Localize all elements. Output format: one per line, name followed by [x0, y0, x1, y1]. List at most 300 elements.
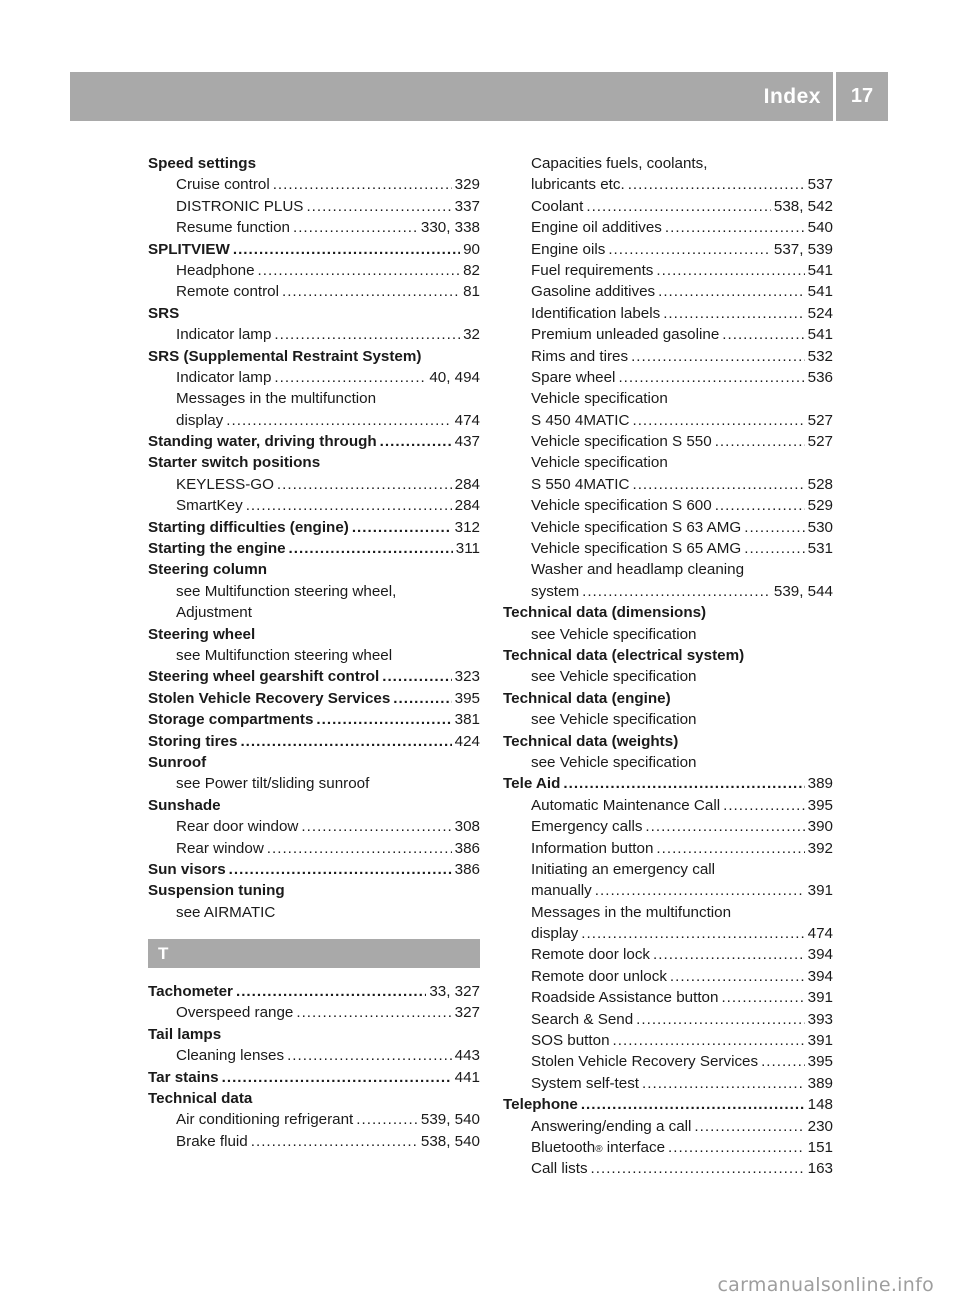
page-reference: 40, 494	[429, 368, 480, 386]
entry-label: Brake fluid	[176, 1132, 248, 1150]
leader-dots	[586, 196, 771, 217]
entry-label: Vehicle specification S 600	[531, 497, 712, 515]
page-reference: 390	[807, 818, 833, 836]
entry-label: Cleaning lenses	[176, 1047, 285, 1065]
page-reference: 284	[454, 475, 480, 493]
entry-label: Tele Aid	[503, 775, 561, 793]
entry-label: Steering column	[148, 561, 267, 579]
entry-label: Standing water, driving through	[148, 433, 377, 451]
leader-dots	[656, 260, 804, 281]
entry-label: Remote control	[176, 283, 279, 301]
entry-label: Gasoline additives	[531, 283, 656, 301]
leader-dots	[668, 1137, 805, 1158]
index-entry	[148, 624, 480, 645]
index-entry	[148, 346, 480, 367]
leader-dots	[721, 987, 804, 1008]
index-subentry	[148, 902, 480, 923]
page-reference: 389	[807, 775, 833, 793]
entry-label: SRS	[148, 304, 180, 322]
page-reference: 393	[807, 1010, 833, 1028]
leader-dots	[722, 324, 804, 345]
entry-label: SOS button	[531, 1032, 610, 1050]
page-reference: 311	[455, 540, 480, 558]
leader-dots	[274, 324, 460, 345]
page-reference: 391	[807, 989, 833, 1007]
index-subentry	[148, 1045, 480, 1066]
page-reference: 395	[807, 1053, 833, 1071]
page-reference: 391	[807, 1032, 833, 1050]
entry-label: Indicator lamp	[176, 326, 272, 344]
leader-dots	[293, 217, 418, 238]
index-subentry	[148, 816, 480, 837]
entry-label: S 450 4MATIC	[531, 411, 630, 429]
entry-label: Technical data (weights)	[503, 732, 679, 750]
entry-label: Identification labels	[531, 304, 661, 322]
entry-label: Technical data	[148, 1090, 253, 1108]
entry-label: Coolant	[531, 197, 584, 215]
page-reference: 284	[454, 497, 480, 515]
leader-dots	[233, 239, 460, 260]
index-entry	[503, 602, 833, 623]
watermark: carmanualsonline.info	[717, 1274, 934, 1296]
entry-label: Rims and tires	[531, 347, 629, 365]
page-reference: 90	[463, 240, 480, 258]
page-reference: 437	[454, 433, 480, 451]
entry-label: Engine oils	[531, 240, 606, 258]
page-reference: 394	[807, 946, 833, 964]
leader-dots	[382, 666, 451, 687]
leader-dots	[222, 1067, 452, 1088]
entry-label: Tar stains	[148, 1068, 219, 1086]
entry-label: Cruise control	[176, 176, 270, 194]
entry-label: Vehicle specification S 550	[531, 433, 712, 451]
index-entry	[148, 303, 480, 324]
index-entry	[148, 431, 480, 452]
index-subentry	[503, 495, 833, 516]
entry-label: Starting the engine	[148, 540, 286, 558]
leader-dots	[658, 281, 805, 302]
entry-label: Starter switch positions	[148, 454, 321, 472]
page-reference: 474	[454, 411, 480, 429]
index-subentry	[148, 838, 480, 859]
page-reference: 230	[807, 1117, 833, 1135]
index-entry	[148, 452, 480, 473]
index-subentry	[503, 1116, 833, 1137]
leader-dots	[715, 431, 805, 452]
leader-dots	[306, 196, 451, 217]
header-title: Index	[763, 84, 821, 108]
entry-label: see Vehicle specification	[531, 753, 697, 771]
index-subentry	[503, 795, 833, 816]
entry-label: display	[176, 411, 224, 429]
page-header	[70, 72, 888, 121]
index-subentry	[503, 624, 833, 645]
index-column-left	[148, 153, 480, 1152]
leader-dots	[631, 346, 805, 367]
leader-dots	[642, 1073, 805, 1094]
entry-label: see Vehicle specification	[531, 625, 697, 643]
index-subentry	[503, 474, 833, 495]
index-subentry	[503, 174, 833, 195]
index-subentry	[148, 196, 480, 217]
index-entry	[148, 239, 480, 260]
page-reference: 323	[454, 668, 480, 686]
index-subentry	[503, 452, 833, 473]
entry-label: KEYLESS-GO	[176, 475, 274, 493]
page-reference: 441	[454, 1068, 480, 1086]
index-subentry	[148, 367, 480, 388]
index-subentry	[503, 1073, 833, 1094]
entry-label: Technical data (electrical system)	[503, 646, 745, 664]
index-subentry	[503, 944, 833, 965]
entry-label: Emergency calls	[531, 818, 643, 836]
leader-dots	[632, 474, 804, 495]
entry-label: see Multifunction steering wheel,	[176, 582, 397, 600]
entry-label: Rear door window	[176, 818, 299, 836]
index-entry	[148, 981, 480, 1002]
entry-label: Vehicle specification	[531, 390, 668, 408]
entry-label: Roadside Assistance button	[531, 989, 719, 1007]
leader-dots	[694, 1116, 804, 1137]
index-subentry	[148, 388, 480, 409]
leader-dots	[744, 517, 804, 538]
entry-label: Messages in the multifunction	[176, 390, 377, 408]
leader-dots	[715, 495, 805, 516]
page-reference: 330, 338	[420, 219, 480, 237]
page-reference: 443	[454, 1047, 480, 1065]
entry-label: Technical data (engine)	[503, 689, 671, 707]
index-subentry	[148, 645, 480, 666]
entry-label: Storage compartments	[148, 711, 314, 729]
entry-label: Suspension tuning	[148, 882, 285, 900]
leader-dots	[628, 174, 805, 195]
entry-label: see AIRMATIC	[176, 903, 276, 921]
entry-label: Information button	[531, 839, 654, 857]
page-reference: 386	[454, 860, 480, 878]
index-subentry	[503, 367, 833, 388]
leader-dots	[663, 303, 804, 324]
index-subentry	[503, 388, 833, 409]
leader-dots	[581, 923, 804, 944]
index-subentry	[503, 217, 833, 238]
page-reference: 327	[454, 1004, 480, 1022]
leader-dots	[301, 816, 451, 837]
entry-label: lubricants etc.	[531, 176, 625, 194]
leader-dots	[591, 1158, 805, 1179]
leader-dots	[356, 1109, 418, 1130]
index-subentry	[148, 324, 480, 345]
entry-label: Adjustment	[176, 604, 252, 622]
entry-label: Spare wheel	[531, 368, 616, 386]
entry-label: Remote door lock	[531, 946, 651, 964]
leader-dots	[613, 1030, 805, 1051]
index-subentry	[503, 1158, 833, 1179]
entry-label: Indicator lamp	[176, 368, 272, 386]
leader-dots	[274, 367, 426, 388]
page-reference: 82	[463, 261, 480, 279]
index-subentry	[148, 474, 480, 495]
entry-label: Remote door unlock	[531, 967, 667, 985]
entry-label: Fuel requirements	[531, 261, 654, 279]
entry-label: Premium unleaded gasoline	[531, 326, 720, 344]
leader-dots	[581, 1094, 805, 1115]
leader-dots	[608, 239, 771, 260]
page-reference: 389	[807, 1074, 833, 1092]
entry-label: Search & Send	[531, 1010, 634, 1028]
leader-dots	[582, 581, 771, 602]
entry-label: Sunroof	[148, 753, 207, 771]
page-reference: 541	[807, 326, 833, 344]
index-subentry	[148, 260, 480, 281]
index-subentry	[503, 260, 833, 281]
entry-label: Answering/ending a call	[531, 1117, 692, 1135]
entry-label: Tachometer	[148, 983, 233, 1001]
leader-dots	[563, 773, 804, 794]
page-reference: 537	[807, 176, 833, 194]
index-subentry	[503, 153, 833, 174]
index-subentry	[503, 923, 833, 944]
index-subentry	[148, 174, 480, 195]
leader-dots	[618, 367, 804, 388]
leader-dots	[229, 859, 452, 880]
page-reference: 531	[807, 540, 833, 558]
entry-label: Vehicle specification	[531, 454, 668, 472]
index-subentry	[503, 987, 833, 1008]
leader-dots	[240, 731, 451, 752]
index-list-s	[148, 153, 480, 923]
entry-label: display	[531, 925, 579, 943]
index-subentry	[148, 1109, 480, 1130]
entry-label: Steering wheel	[148, 625, 256, 643]
leader-dots	[277, 474, 452, 495]
leader-dots	[595, 880, 805, 901]
page-reference: 524	[807, 304, 833, 322]
index-entry	[148, 1067, 480, 1088]
entry-label: see Vehicle specification	[531, 711, 697, 729]
page-reference: 424	[454, 732, 480, 750]
index-subentry: Bluetooth ® interface ..... 151	[503, 1137, 833, 1158]
index-subentry	[503, 902, 833, 923]
entry-label: Automatic Maintenance Call	[531, 796, 721, 814]
entry-label: Air conditioning refrigerant	[176, 1111, 354, 1129]
leader-dots	[267, 838, 452, 859]
leader-dots	[380, 431, 452, 452]
leader-dots	[316, 709, 451, 730]
page-reference: 527	[807, 411, 833, 429]
index-entry	[148, 153, 480, 174]
index-subentry	[503, 1051, 833, 1072]
leader-dots	[632, 410, 804, 431]
entry-label: Resume function	[176, 219, 290, 237]
entry-label: Capacities fuels, coolants,	[531, 155, 708, 172]
index-subentry	[148, 581, 480, 602]
page-reference: 32	[463, 326, 480, 344]
page-reference: 536	[807, 368, 833, 386]
page-reference: 395	[454, 689, 480, 707]
entry-label: S 550 4MATIC	[531, 475, 630, 493]
page-reference: 537, 539	[773, 240, 833, 258]
entry-label: Initiating an emergency call	[531, 860, 716, 878]
leader-dots	[645, 816, 804, 837]
index-entry	[148, 666, 480, 687]
entry-label: Stolen Vehicle Recovery Services	[531, 1053, 759, 1071]
index-subentry	[503, 196, 833, 217]
index-subentry	[148, 217, 480, 238]
entry-label: see Power tilt/sliding sunroof	[176, 775, 370, 793]
index-entry	[148, 731, 480, 752]
index-subentry	[503, 838, 833, 859]
page-reference: 312	[454, 518, 480, 536]
index-entry	[503, 731, 833, 752]
index-subentry	[503, 709, 833, 730]
index-subentry	[148, 602, 480, 623]
page-reference: 474	[807, 925, 833, 943]
index-entry	[503, 773, 833, 794]
entry-label: Starting difficulties (engine)	[148, 518, 349, 536]
index-entry	[148, 752, 480, 773]
leader-dots	[236, 981, 426, 1002]
index-subentry	[148, 773, 480, 794]
index-entry	[148, 795, 480, 816]
page-reference: 528	[807, 475, 833, 493]
entry-label: Steering wheel gearshift control	[148, 668, 380, 686]
entry-label: manually	[531, 882, 592, 900]
entry-label: see Multifunction steering wheel	[176, 646, 393, 664]
leader-dots	[251, 1131, 418, 1152]
index-entry	[148, 1024, 480, 1045]
page-reference: 541	[807, 261, 833, 279]
index-list-t-continued	[503, 153, 833, 1180]
leader-dots	[273, 174, 452, 195]
index-subentry	[503, 1009, 833, 1030]
index-subentry	[503, 239, 833, 260]
entry-label: SmartKey	[176, 497, 243, 515]
page-reference: 148	[807, 1096, 833, 1114]
index-subentry	[148, 410, 480, 431]
index-subentry	[503, 581, 833, 602]
entry-label: Bluetooth	[531, 1138, 596, 1156]
index-entry	[148, 709, 480, 730]
page-reference: 392	[807, 839, 833, 857]
page-reference: 33, 327	[429, 983, 480, 1001]
leader-dots	[656, 838, 804, 859]
entry-label: Washer and headlamp cleaning	[531, 561, 745, 579]
entry-label: Tail lamps	[148, 1025, 222, 1043]
index-subentry	[148, 495, 480, 516]
leader-dots	[665, 217, 805, 238]
index-subentry	[503, 410, 833, 431]
page-reference: 539, 544	[773, 582, 833, 600]
entry-label: Sunshade	[148, 796, 221, 814]
index-subentry	[503, 346, 833, 367]
page-reference: 532	[807, 347, 833, 365]
leader-dots	[287, 1045, 452, 1066]
entry-label: Engine oil additives	[531, 219, 662, 237]
index-subentry	[503, 324, 833, 345]
index-subentry	[503, 431, 833, 452]
index-entry	[503, 688, 833, 709]
entry-label: Rear window	[176, 839, 264, 857]
index-column-right	[503, 153, 833, 1180]
page-reference: 386	[454, 839, 480, 857]
leader-dots	[723, 795, 805, 816]
page-reference: 163	[807, 1160, 833, 1178]
section-heading-t: T	[148, 939, 480, 968]
leader-dots	[744, 538, 804, 559]
page-reference: 337	[454, 197, 480, 215]
page-reference: 540	[807, 219, 833, 237]
index-entry	[148, 517, 480, 538]
leader-dots	[296, 1002, 451, 1023]
index-subentry	[148, 1131, 480, 1152]
leader-dots	[226, 410, 451, 431]
index-entry	[148, 538, 480, 559]
index-entry	[148, 880, 480, 901]
index-entry	[148, 688, 480, 709]
index-entry	[148, 559, 480, 580]
page-reference: 541	[807, 283, 833, 301]
entry-label: Telephone	[503, 1096, 578, 1114]
leader-dots	[246, 495, 452, 516]
index-entry	[148, 1088, 480, 1109]
leader-dots	[653, 944, 805, 965]
page-reference: 394	[807, 967, 833, 985]
leader-dots	[670, 966, 805, 987]
entry-label: Vehicle specification S 65 AMG	[531, 540, 742, 558]
entry-label: Sun visors	[148, 860, 226, 878]
index-subentry	[503, 281, 833, 302]
index-subentry	[503, 966, 833, 987]
page-reference: 527	[807, 433, 833, 451]
page-reference: 530	[807, 518, 833, 536]
page-reference: 539, 540	[420, 1111, 480, 1129]
index-subentry	[503, 517, 833, 538]
index-entry	[503, 1094, 833, 1115]
leader-dots	[289, 538, 453, 559]
entry-label: Vehicle specification S 63 AMG	[531, 518, 742, 536]
entry-label: system	[531, 582, 580, 600]
index-subentry	[503, 559, 833, 580]
page-reference: 538, 540	[420, 1132, 480, 1150]
page-reference: 381	[454, 711, 480, 729]
index-subentry	[503, 752, 833, 773]
index-subentry	[148, 1002, 480, 1023]
leader-dots	[636, 1009, 804, 1030]
index-subentry	[503, 859, 833, 880]
entry-label: Call lists	[531, 1160, 588, 1178]
index-entry	[503, 645, 833, 666]
index-list-t	[148, 981, 480, 1152]
leader-dots	[352, 517, 452, 538]
index-subentry	[503, 1030, 833, 1051]
entry-label: Technical data (dimensions)	[503, 604, 707, 622]
leader-dots	[258, 260, 461, 281]
page-reference: 329	[454, 176, 480, 194]
page-reference: 308	[454, 818, 480, 836]
entry-label-continued: interface	[602, 1138, 666, 1156]
entry-label: System self-test	[531, 1074, 640, 1092]
page-reference: 538, 542	[773, 197, 833, 215]
entry-label: Speed settings	[148, 155, 257, 172]
index-subentry	[503, 816, 833, 837]
entry-label: Headphone	[176, 261, 255, 279]
entry-label: SPLITVIEW	[148, 240, 230, 258]
entry-label: SRS (Supplemental Restraint System)	[148, 347, 422, 365]
page-reference: 391	[807, 882, 833, 900]
entry-label: Stolen Vehicle Recovery Services	[148, 689, 391, 707]
index-subentry	[503, 303, 833, 324]
page-reference: 151	[807, 1138, 833, 1156]
